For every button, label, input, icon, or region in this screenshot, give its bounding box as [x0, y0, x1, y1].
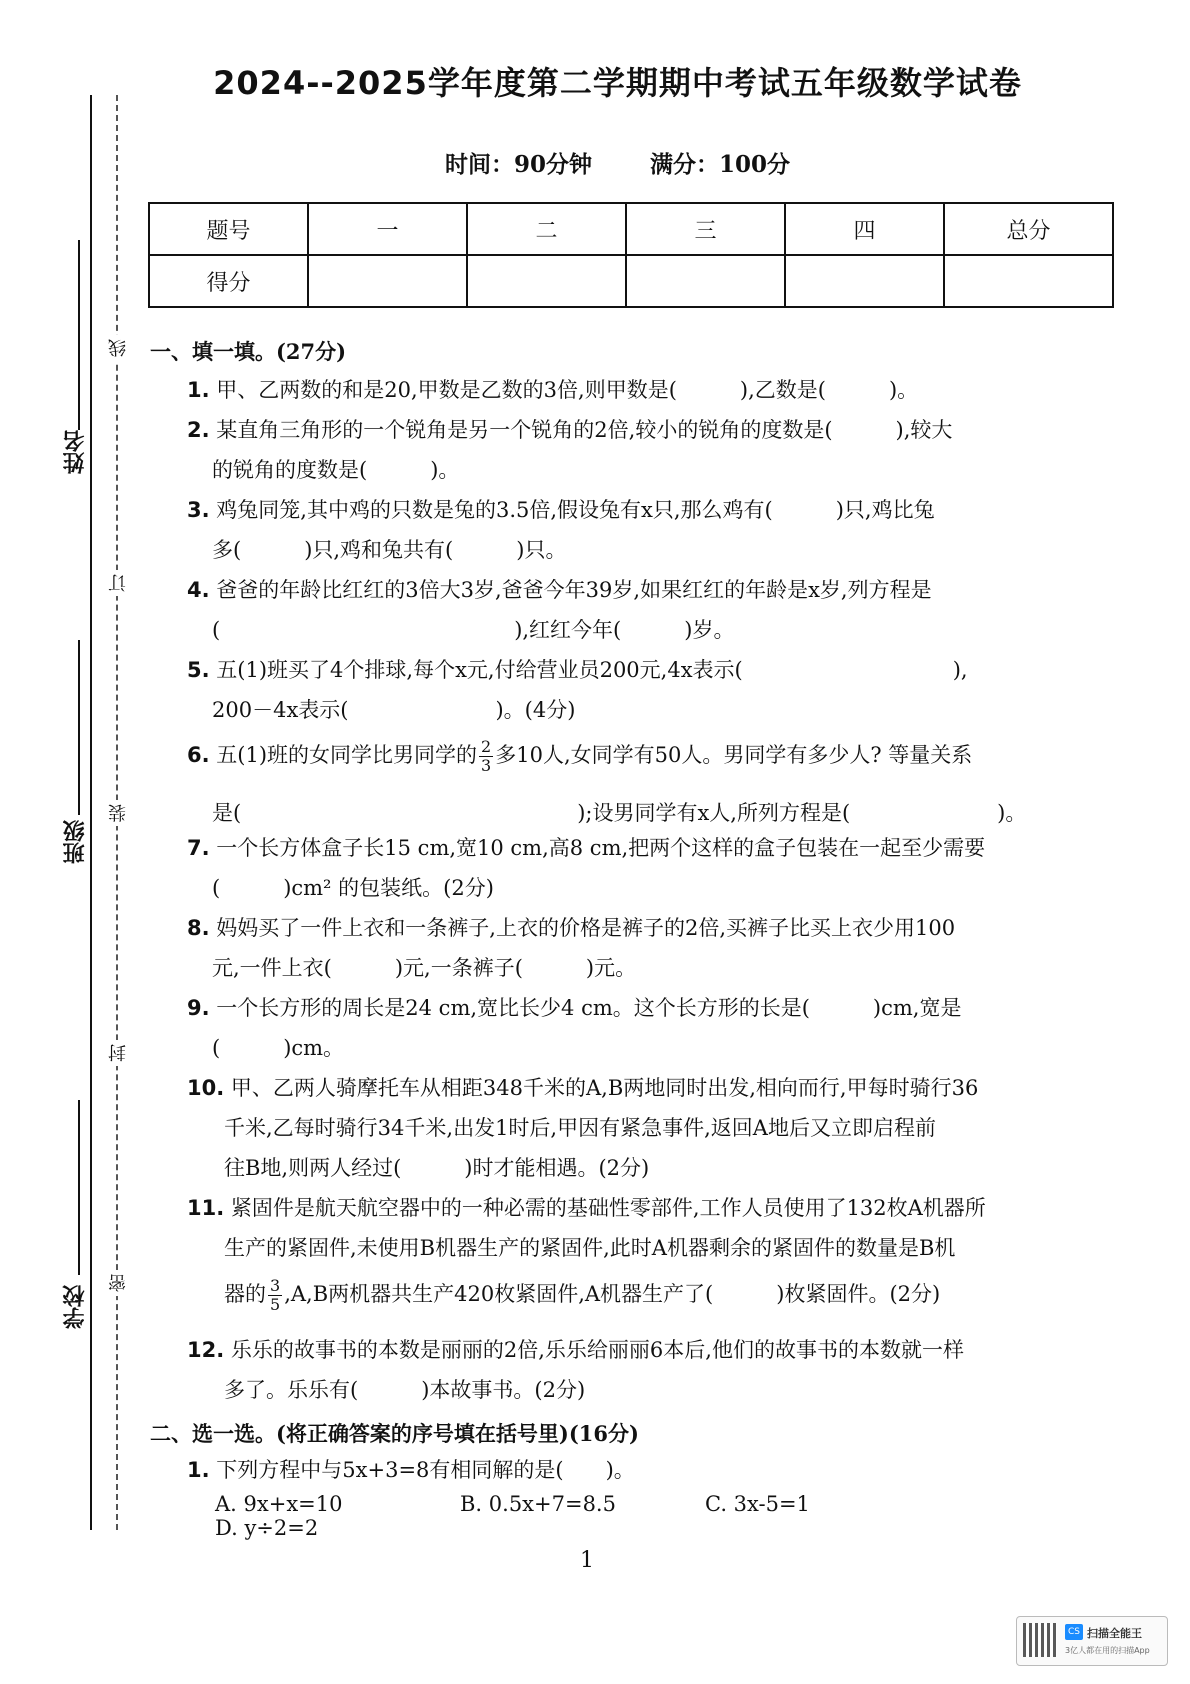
question-text: 紧固件是航天航空器中的一种必需的基础性零部件,工作人员使用了132枚A机器所 — [230, 1196, 986, 1220]
score-cell[interactable] — [944, 255, 1113, 307]
score-cell[interactable] — [626, 255, 785, 307]
binding-mark-zhuang: 装 — [106, 800, 132, 826]
question-1 — [187, 370, 1117, 410]
name-label: 姓名 — [63, 430, 88, 474]
section2-heading: 二、选一选。(将正确答案的序号填在括号里)(16分) — [150, 1421, 639, 1446]
question-text: ( ),红红今年( )岁。 — [212, 618, 735, 642]
question-number: 10. — [187, 1076, 225, 1100]
choice-options — [215, 1492, 1095, 1540]
question-number: 4. — [187, 578, 210, 602]
score-table — [148, 202, 1114, 308]
binding-mark-xian: 线 — [106, 335, 132, 361]
score-header-cell: 一 — [308, 203, 467, 255]
question-2 — [187, 410, 1117, 490]
question-text: 五(1)班的女同学比男同学的 — [216, 743, 478, 767]
option-c: C. 3x-5=1 — [705, 1492, 810, 1516]
question-text: ,A,B两机器共生产420枚紧固件,A机器生产了( )枚紧固件。(2分) — [284, 1282, 941, 1306]
question-number: 1. — [187, 378, 210, 402]
question-number: 1. — [187, 1458, 210, 1482]
question-6 — [187, 735, 1117, 833]
score-cell[interactable] — [467, 255, 626, 307]
question-text: 的锐角的度数是( )。 — [212, 458, 460, 482]
question-7 — [187, 828, 1117, 908]
section1-heading: 一、填一填。(27分) — [150, 339, 347, 364]
question-text: 下列方程中与5x+3=8有相同解的是( )。 — [216, 1458, 635, 1482]
fraction-denominator: 5 — [270, 1295, 281, 1314]
scanner-watermark — [1016, 1616, 1168, 1666]
score-row-label: 得分 — [149, 255, 308, 307]
score-header-cell: 总分 — [944, 203, 1113, 255]
question-text: 一个长方体盒子长15 cm,宽10 cm,高8 cm,把两个这样的盒子包装在一起至少需要 — [216, 836, 986, 860]
question-text: 元,一件上衣( )元,一条裤子( )元。 — [212, 956, 637, 980]
question-8 — [187, 908, 1117, 988]
question-text: 爸爸的年龄比红红的3倍大3岁,爸爸今年39岁,如果红红的年龄是x岁,列方程是 — [216, 578, 932, 602]
score-table-header-row — [149, 203, 1113, 255]
question-number: 8. — [187, 916, 210, 940]
question-5 — [187, 650, 1117, 730]
question-text: 多10人,女同学有50人。男同学有多少人? 等量关系 — [495, 743, 973, 767]
fraction — [479, 738, 493, 775]
school-label: 学校 — [63, 1285, 88, 1329]
question-text: 一个长方形的周长是24 cm,宽比长少4 cm。这个长方形的长是( )cm,宽是 — [216, 996, 962, 1020]
question-text: 甲、乙两数的和是20,甲数是乙数的3倍,则甲数是( ),乙数是( )。 — [216, 378, 919, 402]
question-text: ( )cm² 的包装纸。(2分) — [212, 876, 494, 900]
option-b: B. 0.5x+7=8.5 — [460, 1492, 616, 1516]
question-text: 五(1)班买了4个排球,每个x元,付给营业员200元,4x表示( ), — [216, 658, 968, 682]
time-limit: 时间：90分钟 — [444, 151, 592, 178]
option-a: A. 9x+x=10 — [215, 1492, 343, 1516]
score-header-cell: 二 — [467, 203, 626, 255]
question-number: 12. — [187, 1338, 225, 1362]
binding-mark-feng: 封 — [106, 1040, 132, 1066]
class-blank-line — [78, 640, 80, 815]
question-text: 往B地,则两人经过( )时才能相遇。(2分) — [224, 1156, 650, 1180]
exam-title: 2024--2025学年度第二学期期中考试五年级数学试卷 — [213, 64, 1022, 102]
choice-question-1 — [187, 1450, 1117, 1490]
score-table-score-row — [149, 255, 1113, 307]
question-text: 200－4x表示( )。(4分) — [212, 698, 576, 722]
score-header-cell: 题号 — [149, 203, 308, 255]
question-text: 妈妈买了一件上衣和一条裤子,上衣的价格是裤子的2倍,买裤子比买上衣少用100 — [216, 916, 956, 940]
fraction-numerator: 3 — [270, 1276, 281, 1295]
score-header-cell: 四 — [785, 203, 944, 255]
question-number: 6. — [187, 743, 210, 767]
name-blank-line — [78, 240, 80, 430]
fraction-denominator: 3 — [481, 756, 492, 775]
question-text: 千米,乙每时骑行34千米,出发1时后,甲因有紧急事件,返回A地后又立即启程前 — [224, 1116, 936, 1140]
option-d: D. y÷2=2 — [215, 1516, 319, 1540]
question-text: 多( )只,鸡和兔共有( )只。 — [212, 538, 567, 562]
class-label: 班级 — [63, 820, 88, 864]
question-9 — [187, 988, 1117, 1068]
question-text: 生产的紧固件,未使用B机器生产的紧固件,此时A机器剩余的紧固件的数量是B机 — [224, 1236, 956, 1260]
exam-subtitle — [150, 146, 1085, 179]
question-10 — [187, 1068, 1117, 1188]
question-number: 2. — [187, 418, 210, 442]
watermark-brand: 扫描全能王 — [1087, 1627, 1142, 1640]
question-text: 是( );设男同学有x人,所列方程是( )。 — [212, 801, 1027, 825]
question-12 — [187, 1330, 1117, 1410]
question-number: 7. — [187, 836, 210, 860]
question-text: 乐乐的故事书的本数是丽丽的2倍,乐乐给丽丽6本后,他们的故事书的本数就一样 — [230, 1338, 964, 1362]
binding-mark-ding: 订 — [106, 570, 132, 596]
binding-mark-mi: 密 — [106, 1270, 132, 1296]
question-number: 3. — [187, 498, 210, 522]
question-11 — [187, 1188, 1117, 1314]
fraction — [268, 1277, 282, 1314]
question-3 — [187, 490, 1117, 570]
school-blank-line — [78, 1100, 80, 1275]
question-text: 鸡兔同笼,其中鸡的只数是兔的3.5倍,假设兔有x只,那么鸡有( )只,鸡比兔 — [216, 498, 935, 522]
question-text: 某直角三角形的一个锐角是另一个锐角的2倍,较小的锐角的度数是( ),较大 — [216, 418, 953, 442]
question-number: 11. — [187, 1196, 225, 1220]
score-cell[interactable] — [785, 255, 944, 307]
question-text: 甲、乙两人骑摩托车从相距348千米的A,B两地同时出发,相向而行,甲每时骑行36 — [230, 1076, 979, 1100]
question-text: 多了。乐乐有( )本故事书。(2分) — [224, 1378, 586, 1402]
score-header-cell: 三 — [626, 203, 785, 255]
question-number: 9. — [187, 996, 210, 1020]
page-number: 1 — [580, 1548, 594, 1573]
watermark-tagline: 3亿人都在用的扫描App — [1065, 1646, 1150, 1655]
fraction-numerator: 2 — [481, 737, 492, 756]
cs-logo-icon: CS — [1065, 1624, 1083, 1640]
question-text: 器的 — [224, 1282, 266, 1306]
question-text: ( )cm。 — [212, 1036, 345, 1060]
qr-code-icon — [1023, 1623, 1057, 1657]
question-number: 5. — [187, 658, 210, 682]
score-cell[interactable] — [308, 255, 467, 307]
question-4 — [187, 570, 1117, 650]
full-score: 满分：100分 — [650, 151, 791, 178]
